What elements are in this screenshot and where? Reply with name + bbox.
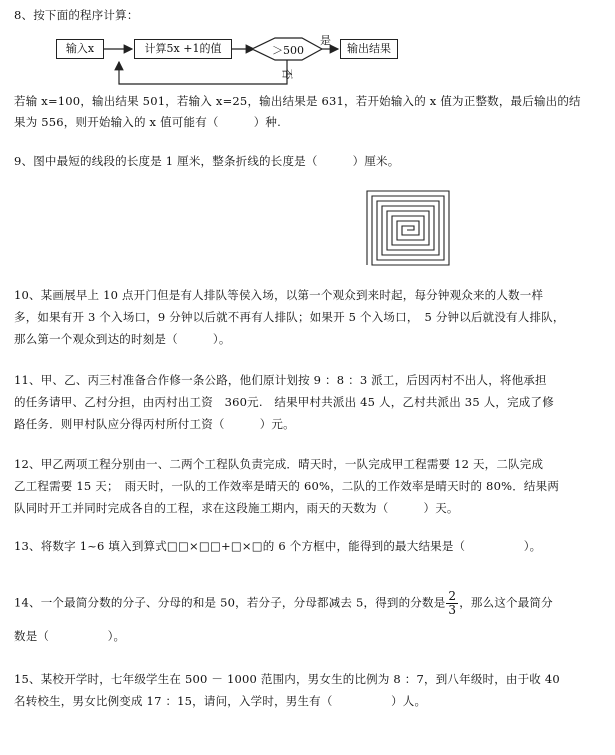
q8-line1: 若输 x=100，输出结果 501，若输入 x=25，输出结果是 631，若开始输入的 x 值为正整数，最后输出的结 <box>14 94 581 108</box>
flow-compute-box: 计算5x +1的值 <box>134 39 232 59</box>
q15-line2: 名转校生，男女比例变成 17 ：15，请问，入学时，男生有（ ）人。 <box>14 694 427 708</box>
q11-line2: 的任务请甲、乙村分担，由丙村出工资 360元. 结果甲村共派出 45 人，乙村共派出 35 人，完成了修 <box>14 395 554 409</box>
q10-line3: 那么第一个观众到达的时刻是（ ）。 <box>14 332 231 346</box>
q14-line2: 数是（ ）。 <box>14 629 126 643</box>
q8-line2: 果为 556，则开始输入的 x 值可能有（ ）种. <box>14 115 281 129</box>
q11-line3: 路任务．则甲村队应分得丙村所付工资（ ）元。 <box>14 417 295 431</box>
flow-input-box: 输入x <box>56 39 104 59</box>
flow-condition-label: ＞500 <box>272 44 304 57</box>
spiral-polyline <box>367 191 449 265</box>
q9-text: 9、图中最短的线段的长度是 1 厘米，整条折线的长度是（ ）厘米。 <box>14 154 400 168</box>
q8-title: 8、按下面的程序计算： <box>14 8 139 22</box>
fraction-denominator: 3 <box>448 603 457 617</box>
q14-line1-part-b: ，那么这个最简分 <box>459 595 553 610</box>
loop-back-line <box>119 60 287 84</box>
q13-text: 13、将数字 1~6 填入到算式□□×□□+□×□的 6 个方框中，能得到的最大结果是（ ）。 <box>14 539 542 553</box>
q14-line1-part-a: 14、一个最简分数的分子、分母的和是 50，若分子，分母都减去 5，得到的分数是 <box>14 595 446 610</box>
flow-output-box: 输出结果 <box>340 39 398 59</box>
q15-line1: 15、某校开学时，七年级学生在 500 － 1000 范围内，男女生的比例为 8 ：7，到八年级时，由于收 40 <box>14 672 560 686</box>
q11-line1: 11、甲、乙、丙三村准备合作修一条公路，他们原计划按 9 ：8 ：3 派工，后因丙村不出人，将他承担 <box>14 373 547 387</box>
q10-line2: 多，如果有开 3 个入场口，9 分钟以后就不再有人排队；如果开 5 个入场口， 5 分钟以后就没有人排队， <box>14 310 565 324</box>
fraction-two-thirds <box>446 590 458 617</box>
spiral-figure <box>364 188 452 268</box>
flow-no-label: 否 <box>280 68 294 80</box>
q10-line1: 10、某画展早上 10 点开门但是有人排队等侯入场，以第一个观众到来时起，每分钟观众来的人数一样 <box>14 288 544 302</box>
q12-line1: 12、甲乙两项工程分别由一、二两个工程队负责完成．晴天时，一队完成甲工程需要 12 天，二队完成 <box>14 457 544 471</box>
q14-line1 <box>14 590 599 617</box>
flow-yes-label: 是 <box>320 34 331 47</box>
q12-line2: 乙工程需要 15 天； 雨天时，一队的工作效率是晴天的 60%，二队的工作效率是晴天时的 80%．结果两 <box>14 479 560 493</box>
fraction-numerator: 2 <box>448 589 457 603</box>
q12-line3: 队同时开工并同时完成各自的工程，求在这段施工期内，雨天的天数为（ ）天。 <box>14 501 459 515</box>
